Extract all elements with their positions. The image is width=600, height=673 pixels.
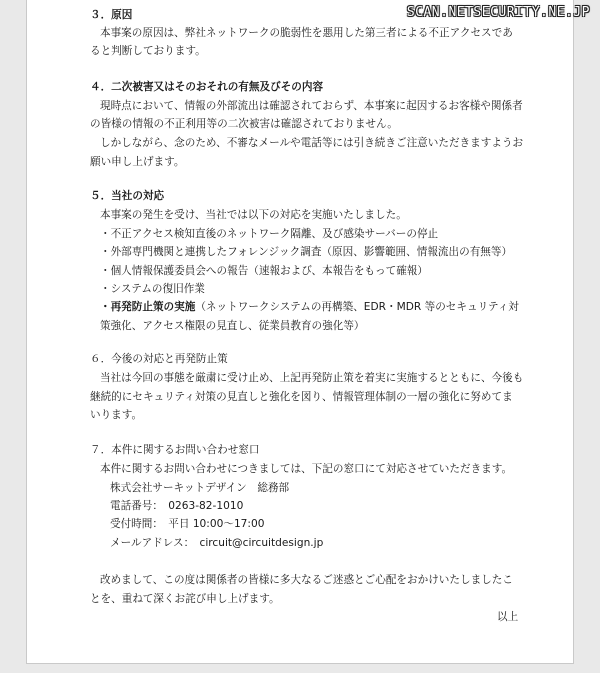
section-4-heading: ４．二次被害又はそのおそれの有無及びその内容 [90, 81, 324, 93]
contact-company: 株式会社サーキットデザイン 総務部 [110, 482, 290, 494]
section-5-list-item: ・システムの復旧作業 [100, 283, 205, 295]
contact-email: メールアドレス： circuit@circuitdesign.jp [110, 537, 324, 549]
section-7-intro: 本件に関するお問い合わせにつきましては、下記の窓口にて対応させていただきます。 [100, 463, 513, 475]
section-3-heading: ３．原因 [90, 9, 133, 21]
section-6-line: 当社は今回の事態を厳粛に受け止め、上記再発防止策を着実に実施するとともに、今後も [100, 372, 524, 384]
site-watermark: SCAN.NETSECURITY.NE.JP [406, 5, 590, 20]
section-4-line: 願い申し上げます。 [90, 156, 185, 168]
section-5-list-item: ・外部専門機関と連携したフォレンジック調査（原因、影響範囲、情報流出の有無等） [100, 246, 513, 258]
section-6-line: 継続的にセキュリティ対策の見直しと強化を図り、情報管理体制の一層の強化に努めてま [90, 391, 513, 403]
closing-line: 改めまして、この度は関係者の皆様に多大なるご迷惑とご心配をおかけいたしましたこ [100, 574, 513, 586]
section-4-line: しかしながら、念のため、不審なメールや電話等には引き続きご注意いただきますようお [100, 137, 524, 149]
section-6-heading: ６．今後の対応と再発防止策 [90, 353, 228, 365]
closing-line: とを、重ねて深くお詫び申し上げます。 [90, 593, 280, 605]
list-item-bold-label: ・再発防止策の実施 [100, 301, 196, 313]
section-6-line: いります。 [90, 409, 143, 421]
section-5-heading: ５．当社の対応 [90, 190, 165, 202]
contact-hours: 受付時間： 平日 10:00〜17:00 [110, 518, 265, 530]
list-item-detail: （ネットワークシステムの再構築、EDR・MDR 等のセキュリティ対 [195, 301, 519, 313]
document-page [26, 0, 574, 664]
section-4-line: の皆様の情報の不正利用等の二次被害は確認されておりません。 [90, 118, 398, 130]
section-5-list-item: ・不正アクセス検知直後のネットワーク隔離、及び感染サーバーの停止 [100, 228, 439, 240]
section-5-list-item [100, 300, 519, 314]
contact-phone: 電話番号： 0263-82-1010 [110, 500, 244, 512]
closing-end-mark: 以上 [497, 611, 519, 623]
section-3-line: ると判断しております。 [90, 45, 206, 57]
section-5-intro: 本事案の発生を受け、当社では以下の対応を実施いたしました。 [100, 209, 407, 221]
section-7-heading: ７．本件に関するお問い合わせ窓口 [90, 444, 260, 456]
section-5-list-item-cont: 策強化、アクセス権限の見直し、従業員教育の強化等） [100, 320, 365, 332]
section-5-list-item: ・個人情報保護委員会への報告（速報および、本報告をもって確報） [100, 265, 428, 277]
section-4-line: 現時点において、情報の外部流出は確認されておらず、本事案に起因するお客様や関係者 [100, 100, 523, 112]
section-3-line: 本事案の原因は、弊社ネットワークの脆弱性を悪用した第三者による不正アクセスであ [100, 27, 513, 39]
